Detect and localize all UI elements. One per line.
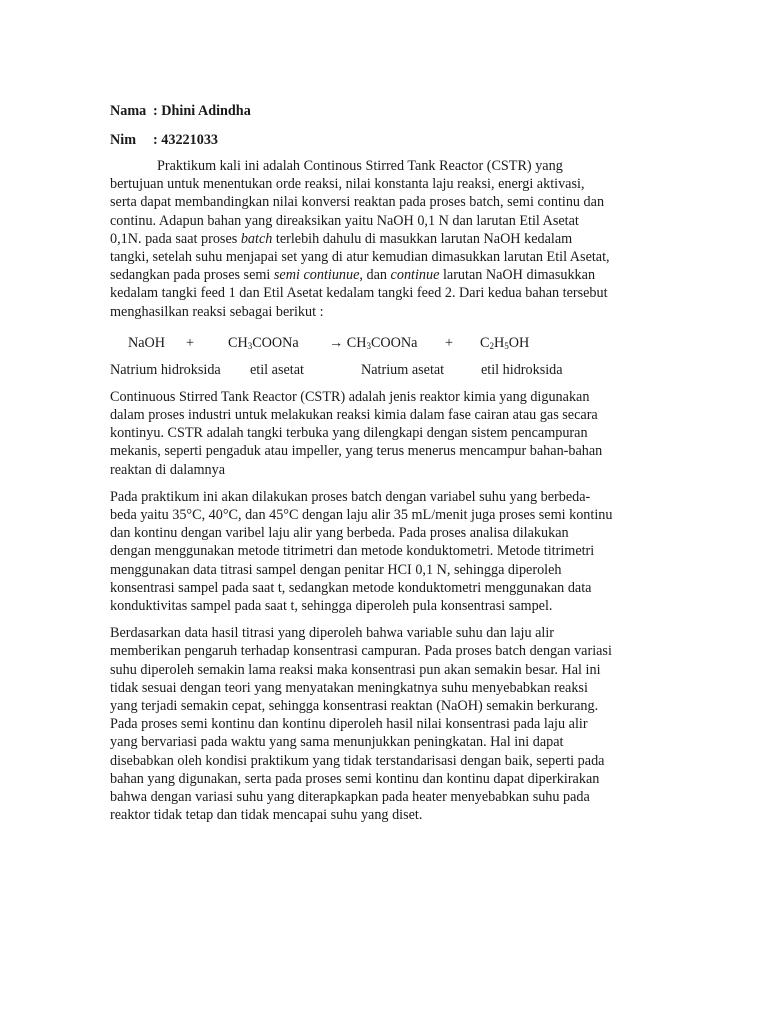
name-natrium-hidroksida: Natrium hidroksida [110, 361, 221, 378]
paragraph-cstr: Continuous Stirred Tank Reactor (CSTR) adalah jenis reaktor kimia yang digunakan dalam proses industri untuk melakukan reaksi kimia dalam fase cairan atau gas secara kontinyu. CSTR adalah tangki terbuka yang dilengkapi dengan sistem pencampuran mekanis, seperti pengaduk atau impeller, yang terus menerus mencampur bahan-bahan reaktan di dalamnya [110, 388, 603, 478]
name-row [110, 102, 658, 120]
reactant-naoh: NaOH [128, 334, 166, 351]
nim-label: Nim [110, 132, 137, 148]
name-etil-asetat: etil asetat [250, 361, 304, 378]
reaction-names [110, 361, 658, 379]
name-label: Nama [110, 103, 147, 119]
product-sodium-acetate: → $CH_3COONa$ [329, 334, 418, 351]
product-ethanol: $C_2H_5OH$ [480, 334, 530, 351]
paragraph-method: Pada praktikum ini akan dilakukan proses batch dengan variabel suhu yang berbeda- beda yaitu 35°C, 40°C, dan 45°C dengan laju alir 35 mL/menit juga proses semi kontinu dan kontinu dengan varibel laju alir yang berbeda. Pada proses analisa dilakukan dengan menggunakan metode titrimetri dan metode konduktometri. Metode titrimetri menggunakan data titrasi sampel dengan penitar HCI 0,1 N, sehingga diperoleh konsentrasi sampel pada saat t, sedangkan metode konduktometri menggunakan data konduktivitas sampel pada saat t, sehingga diperoleh pula konsentrasi sampel. [110, 488, 613, 615]
paragraph-results: Berdasarkan data hasil titrasi yang diperoleh bahwa variable suhu dan laju alir memberikan pengaruh terhadap konsentrasi campuran. Pada proses batch dengan variasi suhu diperoleh semakin lama reaksi maka konsentrasi pun akan semakin besar. Hal ini tidak sesuai dengan teori yang menyatakan meningkatnya suhu menyebabkan reaksi yang terjadi semakin cepat, sehingga konsentrasi reaktan (NaOH) semakin berkurang. Pada proses semi kontinu dan kontinu diperoleh hasil nilai konsentrasi pada laju alir yang bervariasi pada waktu yang sama menunjukkan peningkatan. Hal ini dapat disebabkan oleh kondisi praktikum yang tidak terstandarisasi dengan baik, seperti pada bahan yang digunakan, serta pada proses semi kontinu dan kontinu dapat diperkirakan bahwa dengan variasi suhu yang diterapkapkan pada heater menyebabkan suhu pada reaktor tidak tetap dan tidak mencapai suhu yang diset. [110, 625, 612, 824]
name-etil-hidroksida: etil hidroksida [481, 361, 563, 378]
paragraph-intro: Praktikum kali ini adalah Continous Stirred Tank Reactor (CSTR) yang bertujuan untuk menentukan orde reaksi, nilai konstanta laju reaksi, energi aktivasi, serta dapat membandingkan nilai konversi reaktan pada proses batch, semi continu dan continu. Adapun bahan yang direaksikan yaitu NaOH 0,1 N dan larutan Etil Asetat 0,1N. pada saat proses batch terlebih dahulu di masukkan larutan NaOH kedalam tangki, setelah suhu menjapai set yang di atur kemudian dimasukkan larutan Etil Asetat, sedangkan pada proses semi semi contiunue, dan continue larutan NaOH dimasukkan kedalam tangki feed 1 dan Etil Asetat kedalam tangki feed 2. Dari kedua bahan tersebut menghasilkan reaksi sebagai berikut : [110, 158, 610, 320]
reaction-equation [110, 334, 658, 352]
plus-sign: + [186, 334, 195, 351]
nim-value: : 43221033 [153, 132, 219, 148]
reactant-ethyl-acetate: $CH_3COONa$ [228, 334, 299, 351]
name-natrium-asetat: Natrium asetat [361, 361, 445, 378]
nim-row [110, 131, 658, 149]
plus-sign-2: + [445, 334, 454, 351]
name-value: : Dhini Adindha [153, 103, 251, 119]
